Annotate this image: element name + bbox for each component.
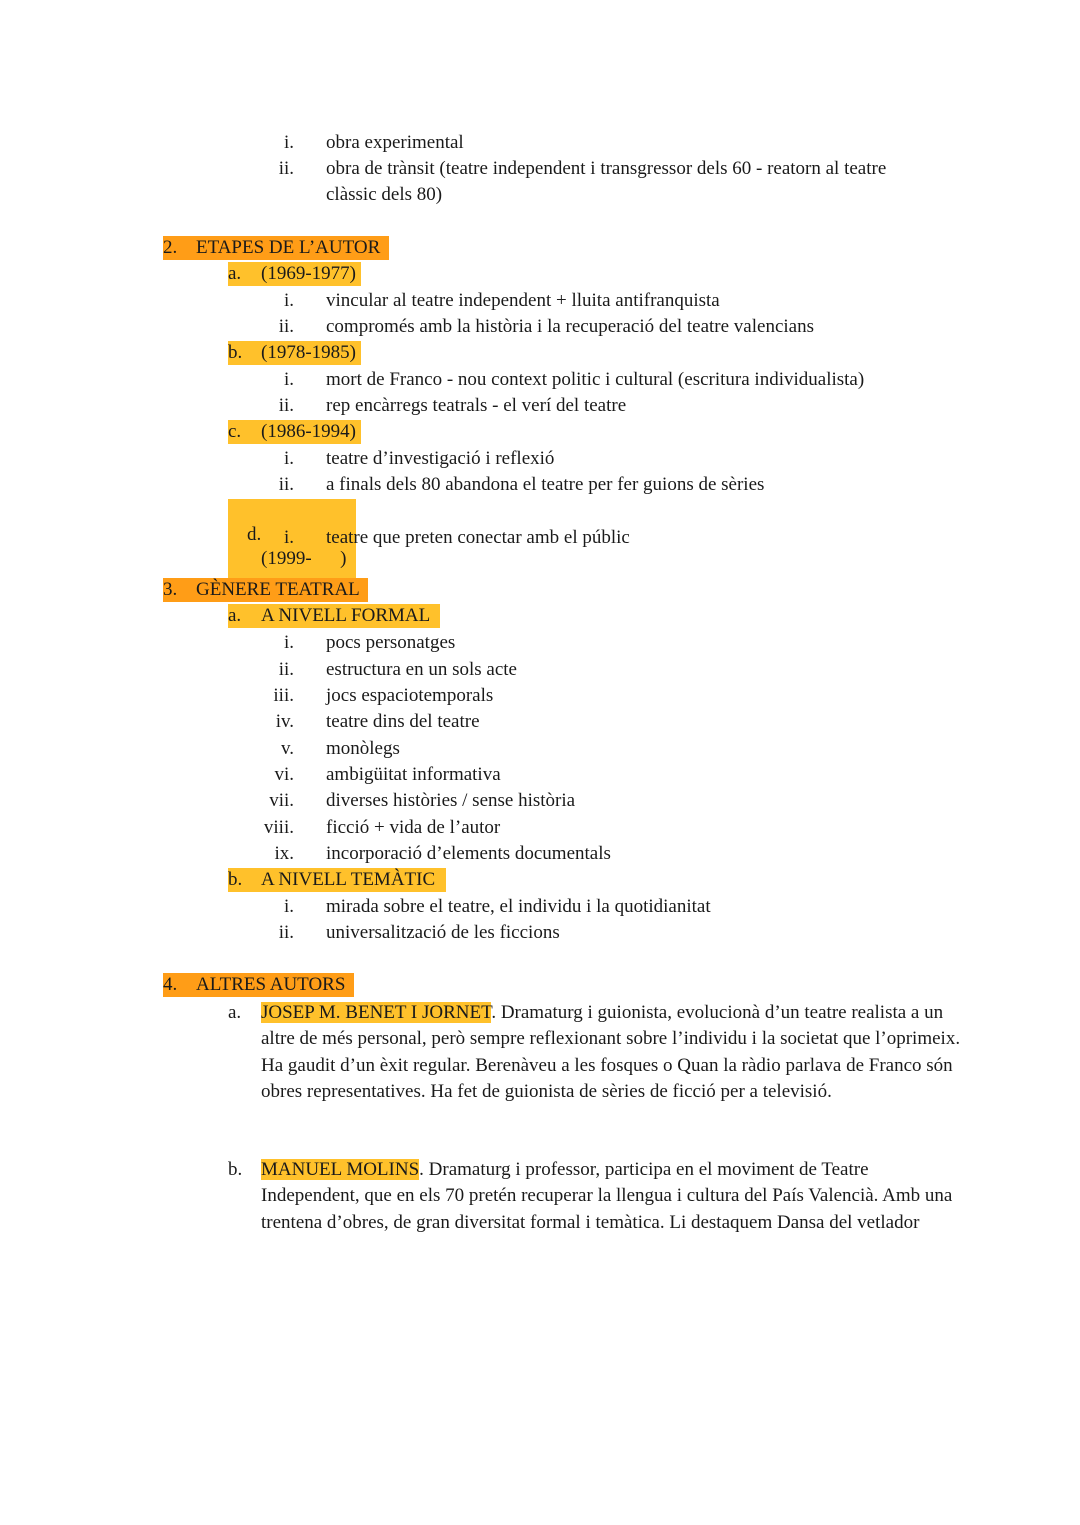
list-number: ix. bbox=[274, 843, 294, 864]
list-number: ii. bbox=[278, 474, 294, 495]
list-text: obra experimental bbox=[326, 132, 464, 153]
list-text: vincular al teatre independent + lluita antifranquista bbox=[326, 290, 720, 311]
list-number: ii. bbox=[278, 395, 294, 416]
list-text: estructura en un sols acte bbox=[326, 659, 517, 680]
section-number: 2. bbox=[163, 237, 178, 258]
section-heading-highlight bbox=[163, 973, 354, 997]
list-number: vi. bbox=[274, 764, 294, 785]
subsection-letter: d. bbox=[247, 524, 262, 545]
author-paragraph bbox=[261, 1157, 961, 1236]
author-name: MANUEL MOLINS bbox=[261, 1159, 420, 1180]
section-title: ALTRES AUTORS bbox=[196, 974, 346, 995]
author-paragraph bbox=[261, 1000, 961, 1105]
section-number: 4. bbox=[163, 974, 178, 995]
subsection-label: A NIVELL TEMÀTIC bbox=[261, 869, 436, 890]
list-number: i. bbox=[283, 527, 294, 548]
section-heading-highlight bbox=[163, 236, 389, 260]
subsection-heading-highlight bbox=[228, 420, 361, 444]
subsection-letter: b. bbox=[228, 342, 243, 363]
list-text: rep encàrregs teatrals - el verí del teatre bbox=[326, 395, 627, 416]
list-number: ii. bbox=[278, 659, 294, 680]
subsection-heading-highlight bbox=[228, 868, 446, 892]
subsection-letter: a. bbox=[228, 605, 242, 626]
subsection-label: (1969-1977) bbox=[261, 263, 356, 284]
section-number: 3. bbox=[163, 579, 178, 600]
paragraph-letter: b. bbox=[228, 1159, 243, 1180]
list-text: mirada sobre el teatre, el individu i la quotidianitat bbox=[326, 896, 711, 917]
list-text: a finals dels 80 abandona el teatre per fer guions de sèries bbox=[326, 474, 765, 495]
subsection-letter: c. bbox=[228, 421, 242, 442]
list-number: v. bbox=[280, 738, 294, 759]
list-text: teatre que preten conectar amb el públic bbox=[326, 527, 630, 548]
subsection-label: (1986-1994) bbox=[261, 421, 356, 442]
list-number: i. bbox=[283, 448, 294, 469]
subsection-label: A NIVELL FORMAL bbox=[261, 605, 431, 626]
list-number: ii. bbox=[278, 922, 294, 943]
list-text: ficció + vida de l’autor bbox=[326, 817, 501, 838]
author-description: . Dramaturg i professor, participa en el moviment de Teatre Independent, que en els 70 pretén recuperar la llengua i cultura del País Valencià. Amb una trentena d’obres, de gran diversitat formal i temàtica. Li destaquem Dansa del vetlador bbox=[261, 1159, 953, 1233]
section-title: GÈNERE TEATRAL bbox=[196, 579, 360, 600]
list-text: teatre dins del teatre bbox=[326, 711, 480, 732]
list-text: clàssic dels 80) bbox=[326, 184, 443, 205]
subsection-label: (1999- ) bbox=[261, 548, 347, 569]
list-text: obra de trànsit (teatre independent i transgressor dels 60 - reatorn al teatre bbox=[326, 158, 887, 179]
list-text: incorporació d’elements documentals bbox=[326, 843, 611, 864]
list-number: i. bbox=[283, 132, 294, 153]
section-heading-highlight bbox=[163, 578, 368, 602]
list-number: ii. bbox=[278, 316, 294, 337]
list-text: teatre d’investigació i reflexió bbox=[326, 448, 555, 469]
list-text: universalització de les ficcions bbox=[326, 922, 560, 943]
author-name: JOSEP M. BENET I JORNET bbox=[261, 1002, 492, 1023]
list-number: i. bbox=[283, 632, 294, 653]
list-number: viii. bbox=[263, 817, 294, 838]
list-number: ii. bbox=[278, 158, 294, 179]
list-number: i. bbox=[283, 896, 294, 917]
subsection-letter: a. bbox=[228, 263, 242, 284]
subsection-label: (1978-1985) bbox=[261, 342, 356, 363]
list-text: ambigüitat informativa bbox=[326, 764, 501, 785]
subsection-heading-highlight bbox=[228, 604, 440, 628]
list-number: i. bbox=[283, 290, 294, 311]
author-description: . Dramaturg i guionista, evolucionà d’un teatre realista a un altre de més personal, però sempre reflexionant sobre l’individu i la societat que l’oprimeix. Ha gaudit d’un èxit regular. Berenàveu a les fosques o Quan la ràdio parlava de Franco són obres representatives. Ha fet de guionista de sèries de ficció per a televisió. bbox=[261, 1002, 961, 1102]
list-number: i. bbox=[283, 369, 294, 390]
list-text: mort de Franco - nou context politic i cultural (escritura individualista) bbox=[326, 369, 865, 390]
list-number: iv. bbox=[275, 711, 294, 732]
paragraph-letter: a. bbox=[228, 1002, 242, 1023]
section-title: ETAPES DE L’AUTOR bbox=[196, 237, 381, 258]
list-text: monòlegs bbox=[326, 738, 400, 759]
list-number: vii. bbox=[269, 790, 294, 811]
list-text: compromés amb la història i la recuperació del teatre valencians bbox=[326, 316, 814, 337]
list-text: pocs personatges bbox=[326, 632, 456, 653]
subsection-heading-highlight bbox=[228, 262, 361, 286]
list-text: jocs espaciotemporals bbox=[326, 685, 494, 706]
subsection-letter: b. bbox=[228, 869, 243, 890]
list-text: diverses històries / sense història bbox=[326, 790, 576, 811]
subsection-heading-highlight bbox=[228, 341, 361, 365]
list-number: iii. bbox=[273, 685, 294, 706]
